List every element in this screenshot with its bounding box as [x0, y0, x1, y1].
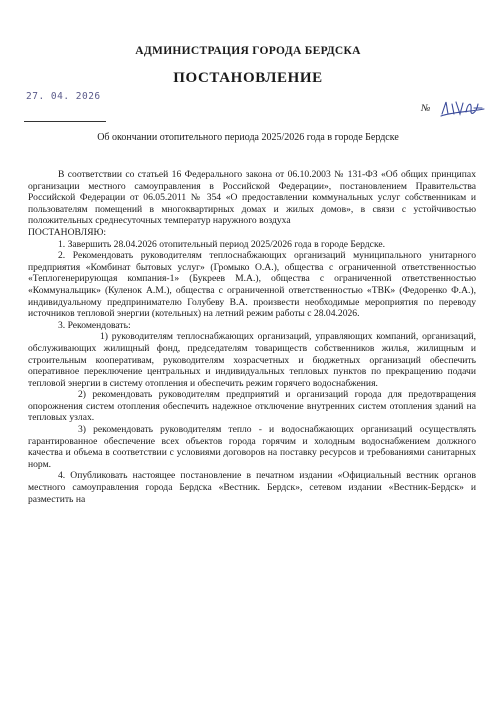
document-subject: Об окончании отопительного периода 2025/2026 года в городе Бердске [97, 132, 399, 143]
handwritten-number-signature [438, 96, 486, 120]
item-3-3: 3) рекомендовать руководителям тепло - и водоснабжающих организаций осуществлять гарантированное обеспечение всех объектов города горячим и холодным водоснабжением должного качества и объема в соответствии с условиями договоров на поставку ресурсов и требованиями санитарных норм. [28, 424, 476, 470]
item-2: 2. Рекомендовать руководителям теплоснабжающих организаций муниципального унитарного предприятия «Комбинат бытовых услуг» (Громыко О.А.), общества с ограниченной ответственностью «Теплогенерирующая компания-1» (Букреев М.А.), общества с ограниченной ответственностью «Коммунальщик» (Куленок А.М.), общества с ограниченной ответственностью «ТВК» (Федоренко Ф.А.), индивидуальному предпринимателю Голубеву В.А. произвести необходимые мероприятия по переводу источников тепловой энергии (котельных) на летний режим работы с 28.04.2026. [28, 250, 476, 320]
date-stamp: 27. 04. 2026 [26, 91, 101, 102]
item-4: 4. Опубликовать настоящее постановление в печатном издании «Официальный вестник органов местного самоуправления города Бердска «Вестник. Бердск», сетевом издании «Вестник-Бердск» и разместить на [28, 470, 476, 505]
preamble-paragraph: В соответствии со статьей 16 Федерального закона от 06.10.2003 № 131-ФЗ «Об общих принципах организации местного самоуправления в Российской Федерации», постановлением Правительства Российской Федерации от 06.05.2011 № 354 «О предоставлении коммунальных услуг собственникам и пользователям помещений в многоквартирных домах и жилых домов», в связи с устойчивостью положительных среднесуточных температур наружного воздуха [28, 169, 476, 227]
document-type-title: ПОСТАНОВЛЕНИЕ [173, 70, 323, 86]
item-3-1: 1) руководителям теплоснабжающих организаций, управляющих компаний, организаций, обслуживающих жилищный фонд, председателям товариществ собственников жилья, жилищным и строительным кооперативам, руководителям хозрасчетных и бюджетных организаций обеспечить оперативное переключение центральных и индивидуальных тепловых пунктов по прекращению подачи тепловой энергии в систему отопления и обеспечить режим горячего водоснабжения. [28, 331, 476, 389]
item-1: 1. Завершить 28.04.2026 отопительный период 2025/2026 года в городе Бердске. [58, 238, 386, 250]
document-body [28, 169, 476, 505]
item-3-2: 2) рекомендовать руководителям предприятий и организаций города для предотвращения опорожнения систем отопления обеспечить надежное отключение внутренних систем отопления зданий на тепловых узлах. [28, 389, 476, 424]
organization-name: АДМИНИСТРАЦИЯ ГОРОДА БЕРДСКА [135, 45, 361, 57]
decree-word: ПОСТАНОВЛЯЮ: [28, 226, 107, 238]
number-label: № [421, 103, 431, 114]
item-3: 3. Рекомендовать: [58, 319, 131, 331]
date-underline [24, 121, 106, 122]
